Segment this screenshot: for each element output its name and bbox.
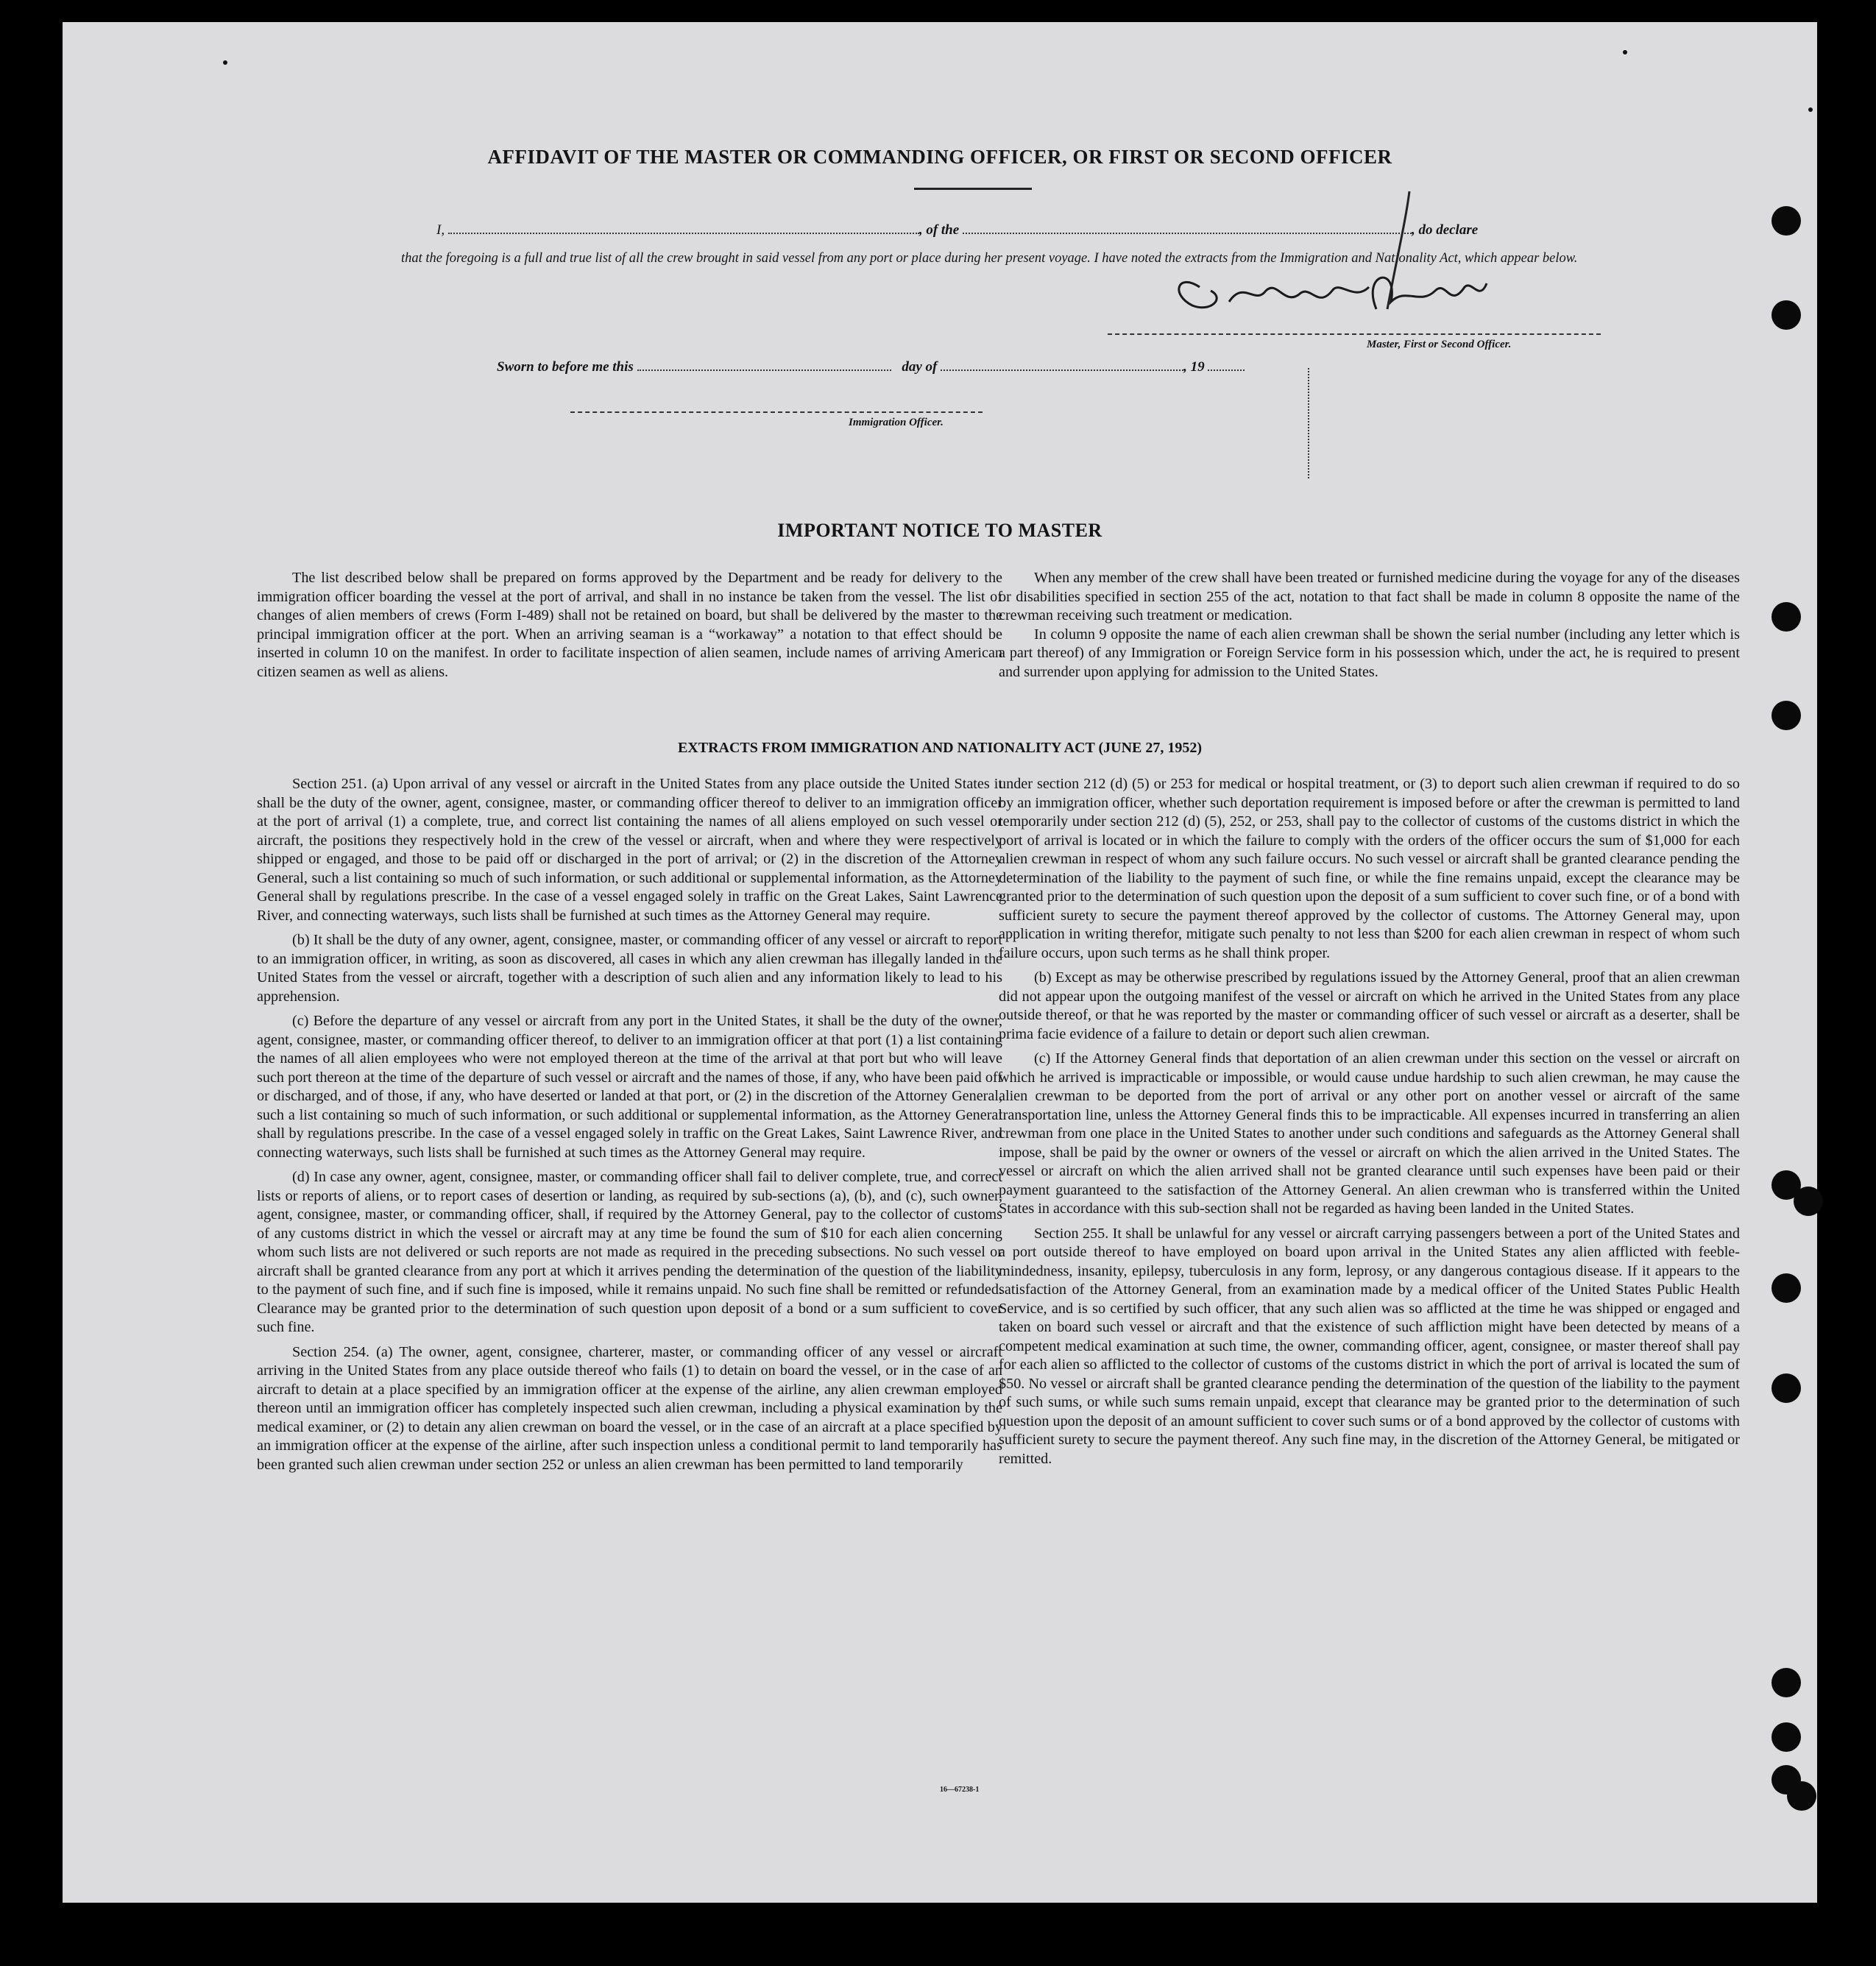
section-251c: (c) Before the departure of any vessel or aircraft from any port in the United States, it shall be the duty of the owner, agent, consignee, master, or commanding officer thereof, to deliver to an immigration officer at that port (1) a list containing the names of all alien employees who were not employed thereon at the time of the arrival at that port but who will leave such port thereon at the time of the departure of such vessel or aircraft and the names of those, if any, who have been paid off or discharged, and of those, if any, who have deserted or landed at that port, or (2) in the discretion of the Attorney General, such a list containing so much of such information, or such additional or supplemental information, as the Attorney General shall by regulations prescribe. In the case of a vessel engaged solely in traffic on the Great Lakes, Saint Lawrence River, and connecting waterways, such lists shall be furnished at such times as the Attorney General may require.	[257, 1013, 1002, 1161]
section-254b: (b) Except as may be otherwise prescribed by regulations issued by the Attorney General, proof that an alien crewman did not appear upon the outgoing manifest of the vessel or aircraft on which he arrived in the United States from any place outside thereof, or that he was reported by the master or commanding officer of such vessel or aircraft as a deserter, shall be prima facie evidence of a failure to detain or deport such alien crewman.	[999, 969, 1740, 1042]
month-field	[941, 369, 1183, 371]
notice-left-paragraph: The list described below shall be prepared on forms approved by the Department and be ready for delivery to the immigration officer boarding the vessel at the port of arrival, and shall in no instance be taken from the vessel. The list of changes of alien members of crews (Form I-489) shall not be retained on board, but shall be delivered by the master to the principal immigration officer at the port. When an arriving seaman is a “workaway” a notation to that effect should be inserted in column 10 on the manifest. In order to facilitate inspection of alien seamen, include names of arriving American citizen seamen as well as aliens.	[257, 570, 1002, 680]
signature	[1119, 162, 1501, 331]
punch-hole	[1771, 701, 1801, 730]
notice-right-paragraph-1: When any member of the crew shall have been treated or furnished medicine during the voyage for any of the diseases or disabilities specified in section 255 of the act, notation to that fact shall be made in column 8 opposite the name of the crewman receiving such treatment or medication.	[999, 570, 1740, 623]
label-do-declare: , do declare	[1411, 222, 1479, 238]
signature-caption: Master, First or Second Officer.	[1367, 339, 1512, 350]
notice-right-paragraph-2: In column 9 opposite the name of each alien crewman shall be shown the serial number (including any letter which is a part thereof) of any Immigration or Foreign Service form in his possession which, under the act, he is required to present and surrender upon applying for admission to the United States.	[999, 626, 1740, 680]
affidavit-title: AFFIDAVIT OF THE MASTER OR COMMANDING OFFICER, OR FIRST OR SECOND OFFICER	[487, 146, 1392, 168]
sworn-label: Sworn to before me this	[497, 359, 634, 375]
extracts-title: EXTRACTS FROM IMMIGRATION AND NATIONALITY ACT (JUNE 27, 1952)	[677, 740, 1203, 756]
punch-hole	[1771, 1373, 1801, 1403]
title-underline	[914, 188, 1032, 190]
notice-title: IMPORTANT NOTICE TO MASTER	[777, 520, 1102, 541]
speck	[1623, 50, 1627, 54]
label-of-the: , of the	[918, 222, 960, 238]
section-254a: Section 254. (a) The owner, agent, consignee, charterer, master, or commanding officer of any vessel or aircraft arriving in the United States from any place outside thereof who fails (1) to detain on board the vessel, or in the case of an aircraft to detain at a place specified by an immigration officer at the expense of the airline, any alien crewman employed thereon until an immigration officer has completely inspected such alien crewman, including a physical examination by the medical examiner, or (2) to detain any alien crewman on board the vessel, or in the case of an aircraft at a place specified by an immigration officer at the expense of the airline, after such inspection unless a conditional permit to land temporarily has been granted such alien crewman under section 252 or unless an alien crewman has been permitted to land temporarily	[257, 1343, 1002, 1473]
extracts-right-column	[999, 775, 1740, 1474]
section-254a-continued: under section 212 (d) (5) or 253 for medical or hospital treatment, or (3) to deport such alien crewman if required to do so by an immigration officer, whether such deportation requirement is imposed before or after the crewman is permitted to land temporarily under section 212 (d) (5), 252, or 253, shall pay to the collector of customs of the customs district in which the port of arrival is located or in which the failure to comply with the orders of the officer occurs the sum of $1,000 for each alien crewman in respect of whom any such failure occurs. No such vessel or aircraft shall be granted clearance pending the determination of the liability to the payment of such fine, or while the fine remains unpaid, except the clearance may be granted prior to the determination of such question upon the deposit of a sum sufficient to cover such fine, or of a bond with sufficient surety to secure the payment thereof approved by the collector of customs. The Attorney General may, upon application in writing therefor, mitigate such penalty to not less than $200 for each alien crewman in respect of whom such failure occurs, upon such terms as he shall think proper.	[999, 776, 1740, 961]
section-254c: (c) If the Attorney General finds that deportation of an alien crewman under this section on the vessel or aircraft on which he arrived is impracticable or impossible, or would cause undue hardship to such alien crewman, he may cause the alien crewman to be deported from the port of arrival or any other port on another vessel or aircraft of the same transportation line, unless the Attorney General finds this to be impracticable. All expenses incurred in transferring an alien crewman from one place in the United States to another under such conditions and safeguards as the Attorney General shall impose, shall be paid by the owner or owners of the vessel or aircraft on which the alien arrived in the United States. The vessel or aircraft on which the alien arrived shall not be granted clearance until such expenses have been paid or their payment guaranteed to the satisfaction of the Attorney General. An alien crewman who is transferred within the United States in accordance with this sub-section shall not be regarded as having been landed in the United States.	[999, 1050, 1740, 1217]
name-field	[448, 232, 919, 234]
punch-hole	[1771, 1668, 1801, 1697]
notice-left-column	[257, 569, 1002, 687]
signature-line	[1108, 333, 1601, 335]
officer-caption: Immigration Officer.	[849, 417, 944, 428]
section-251a: Section 251. (a) Upon arrival of any vessel or aircraft in the United States from any place outside the United States it shall be the duty of the owner, agent, consignee, master, or commanding officer thereof to deliver to an immigration officer at the port of arrival (1) a complete, true, and correct list containing the names of all aliens employed on such vessel or aircraft, the positions they respectively hold in the crew of the vessel or aircraft, when and where they were respectively shipped or engaged, and those to be paid off or discharged in the port of arrival; or (2) in the discretion of the Attorney General, such a list containing so much of such information, or such additional or supplemental information, as the Attorney General shall by regulations prescribe. In the case of a vessel engaged solely in traffic on the Great Lakes, Saint Lawrence River, and connecting waterways, such lists shall be furnished at such times as the Attorney General may require.	[257, 776, 1002, 924]
punch-hole	[1787, 1781, 1816, 1811]
section-251b: (b) It shall be the duty of any owner, agent, consignee, master, or commanding officer of any vessel or aircraft to report to an immigration officer, in writing, as soon as discovered, all cases in which any alien crewman has illegally landed in the United States from the vessel or aircraft, together with a description of such alien and any information likely to lead to his apprehension.	[257, 932, 1002, 1005]
section-251d: (d) In case any owner, agent, consignee, master, or commanding officer shall fail to deliver complete, true, and correct lists or reports of aliens, or to report cases of desertion or landing, as required by sub-sections (a), (b), and (c), such owner, agent, consignee, master, or commanding officer, shall, if required by the Attorney General, pay to the collector of customs of any customs district in which the vessel or aircraft may at any time be found the sum of $10 for each alien concerning whom such lists are not delivered or such reports are not made as required in the preceding subsections. No such vessel or aircraft shall be granted clearance from any port at which it arrives pending the determination of the question of the liability to the payment of such fine, and if such fine is imposed, while it remains unpaid. No such fine shall be remitted or refunded. Clearance may be granted prior to the determination of such question upon deposit of a bond or a sum sufficient to cover such fine.	[257, 1169, 1002, 1335]
notice-right-column	[999, 569, 1740, 687]
sworn-date-field	[637, 369, 891, 371]
declaration-text: that the foregoing is a full and true list of all the crew brought in said vessel from any port or place during her present voyage. I have noted the extracts from the Immigration and Nationality Act, which appear below.	[401, 251, 1578, 266]
label-i: I,	[436, 222, 445, 238]
speck	[223, 60, 227, 65]
punch-hole	[1771, 206, 1801, 236]
punch-hole	[1771, 300, 1801, 330]
day-of-label: day of	[902, 359, 938, 375]
margin-mark	[1308, 368, 1311, 478]
punch-hole	[1771, 602, 1801, 632]
extracts-left-column	[257, 775, 1002, 1480]
section-255: Section 255. It shall be unlawful for any vessel or aircraft carrying passengers between a port of the United States and a port outside thereof to have employed on board upon arrival in the United States any alien afflicted with feeble-mindedness, insanity, epilepsy, tuberculosis in any form, leprosy, or any dangerous contagious disease. If it appears to the satisfaction of the Attorney General, from an examination made by a medical officer of the United States Public Health Service, and is so certified by such officer, that any such alien was so afflicted at the time he was shipped or engaged and taken on board such vessel or aircraft and that the existence of such affliction might have been detected by means of a competent medical examination at such time, the owner, commanding officer, agent, consignee, or master thereof shall pay for each alien so afflicted to the collector of customs of the customs district in which the port of arrival is located the sum of $50. No vessel or aircraft shall be granted clearance pending the determination of the question of the liability to the payment of such sums, or while such sums remain unpaid, except that clearance may be granted prior to the determination of such question upon the deposit of an amount sufficient to cover such sums or of a bond approved by the collector of customs with sufficient surety to secure the payment thereof. Any such fine may, in the discretion of the Attorney General, be mitigated or remitted.	[999, 1225, 1740, 1467]
punch-hole	[1771, 1722, 1801, 1752]
document-page	[63, 22, 1817, 1903]
print-code: 16—67238-1	[940, 1786, 980, 1794]
officer-signature-line	[570, 411, 983, 413]
punch-hole	[1794, 1187, 1823, 1216]
year-prefix: , 19	[1183, 359, 1205, 375]
speck	[1808, 107, 1813, 112]
sworn-line	[497, 359, 1245, 375]
year-field	[1208, 369, 1245, 371]
punch-hole	[1771, 1273, 1801, 1303]
